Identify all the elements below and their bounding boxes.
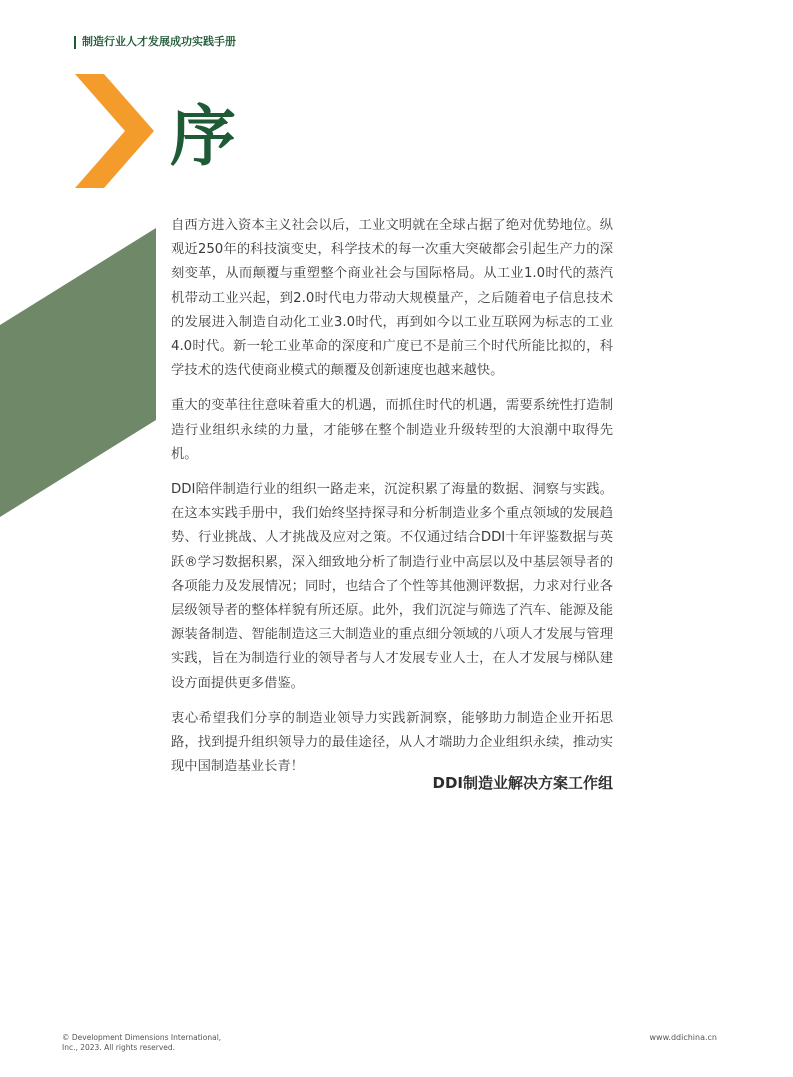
copyright-line-2: Inc., 2023. All rights reserved. xyxy=(62,1043,176,1052)
website-link[interactable]: www.ddichina.cn xyxy=(649,1033,717,1042)
copyright-notice xyxy=(62,1033,221,1053)
page-title: 序 xyxy=(170,97,236,175)
diagonal-band xyxy=(0,228,156,517)
running-header: 制造行业人才发展成功实践手册 xyxy=(82,35,236,48)
chevron-right-icon xyxy=(75,74,154,188)
copyright-line-1: © Development Dimensions International, xyxy=(62,1033,222,1042)
paragraph-2: 重大的变革往往意味着重大的机遇，而抓住时代的机遇，需要系统性打造制造行业组织永续的力量，才能够在整个制造业升级转型的大浪潮中取得先机。 xyxy=(171,398,613,462)
signature: DDI制造业解决方案工作组 xyxy=(432,774,613,792)
paragraph-1: 自西方进入资本主义社会以后，工业文明就在全球占据了绝对优势地位。纵观近250年的科技演变史，科学技术的每一次重大突破都会引起生产力的深刻变革，从而颠覆与重塑整个商业社会与国际格局。从工业1.0时代的蒸汽机带动工业兴起，到2.0时代电力带动大规模量产，之后随着电子信息技术的发展进入制造自动化工业3.0时代，再到如今以工业互联网为标志的工业4.0时代。新一轮工业革命的深度和广度已不是前三个时代所能比拟的，科学技术的迭代使商业模式的颠覆及创新速度也越来越快。 xyxy=(171,218,613,379)
paragraph-4: 衷心希望我们分享的制造业领导力实践新洞察，能够助力制造企业开拓思路，找到提升组织领导力的最佳途径，从人才端助力企业组织永续，推动实现中国制造基业长青！ xyxy=(171,710,613,775)
preface-body xyxy=(171,214,613,790)
paragraph-3: DDI陪伴制造行业的组织一路走来，沉淀积累了海量的数据、洞察与实践。在这本实践手册中，我们始终坚持探寻和分析制造业多个重点领域的发展趋势、行业挑战、人才挑战及应对之策。不仅通过结合DDI十年评鉴数据与英跃®学习数据积累，深入细致地分析了制造行业中高层以及中基层领导者的各项能力及发展情况；同时，也结合了个性等其他测评数据，力求对行业各层级领导者的整体样貌有所还原。此外，我们沉淀与筛选了汽车、能源及能源装备制造、智能制造这三大制造业的重点细分领域的八项人才发展与管理实践，旨在为制造行业的领导者与人才发展专业人士，在人才发展与梯队建设方面提供更多借鉴。 xyxy=(171,482,613,691)
